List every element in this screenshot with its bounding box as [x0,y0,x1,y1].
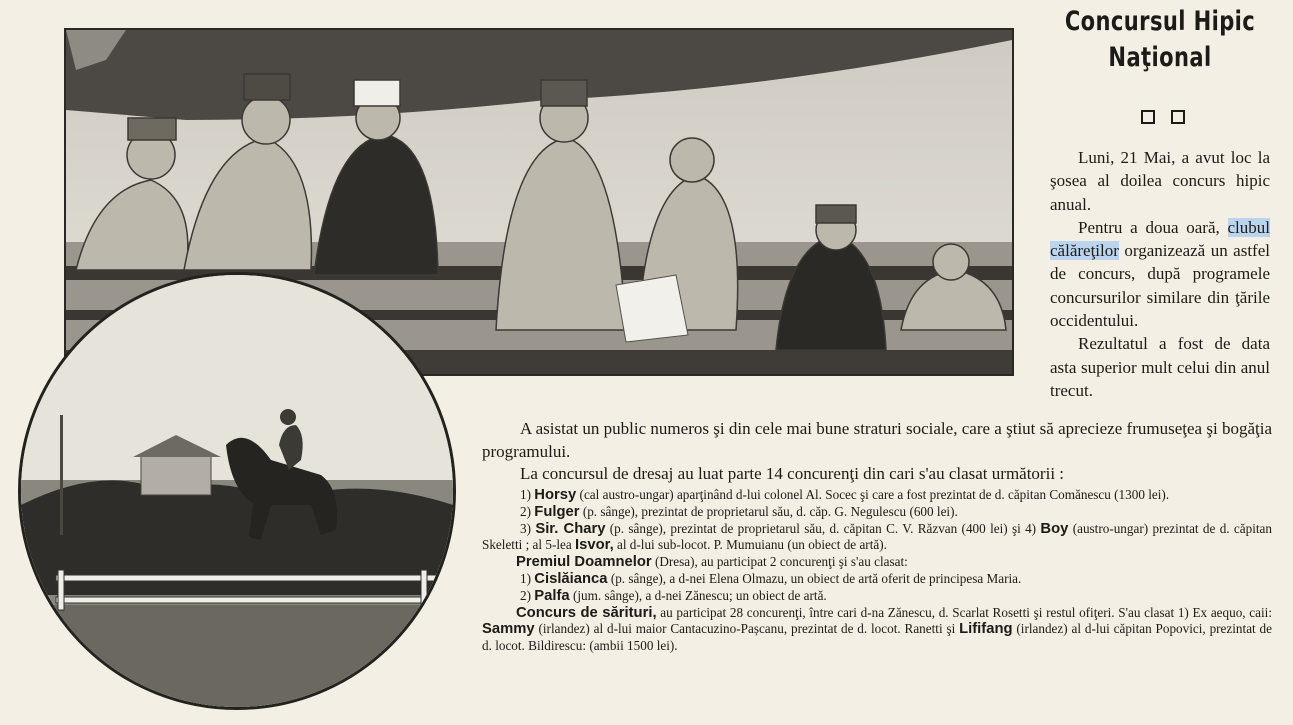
premiu-doamnelor-title: Premiul Doamnelor [516,554,652,571]
ladies-result-1-text: (p. sânge), a d-nei Elena Olmazu, un obiect de artă oferit de principesa Maria. [607,570,1022,586]
result-3-horse: Sir. Chary [535,520,606,537]
selected-text-highlight[interactable]: clubul călăreţilor [1050,217,1270,261]
concurs-sarituri-title: Concurs de sărituri, [516,604,657,621]
result-3 [482,521,1272,555]
side-paragraph-3: Rezultatul a fost de data asta superior mult celui din anul trecut. [1050,334,1270,400]
concurs-sarituri-text-1: au participat 28 concurenţi, între cari d-na Zănescu, d. Scarlat Rosetti şi restul ofiţeri. S'au clasat 1) Ex aequo, caii: [656,604,1272,620]
body-paragraph-2: La concursul de dresaj au luat parte 14 concurenţi din cari s'au clasat următorii : [520,464,1065,483]
ornament-square-left [1141,110,1155,124]
body-column [482,418,1272,486]
result-2-horse: Fulger [534,503,580,520]
result-1-num: 1) [520,487,531,502]
result-4-horse: Boy [1040,520,1069,537]
result-3-num: 3) [520,520,531,536]
result-4-text: (austro-ungar) prezintat de d. căpitan Skeletti ; al 5-lea [482,520,1272,553]
title-ornament [1133,110,1193,129]
ladies-result-1-horse: Cislăianca [534,570,608,587]
ladies-result-2-text: (jum. sânge), a d-nei Zănescu; un obiect de artă. [569,587,827,603]
ladies-result-2-horse: Palfa [534,587,570,604]
jumping-horse-illustration [21,275,453,707]
premiu-doamnelor-text: (Dresa), au participat 2 concurenţi şi s'au clasat: [651,554,908,570]
side-paragraph-2 [1050,216,1270,332]
result-3-text: (p. sânge), prezintat de proprietarul său, d. căpitan C. V. Răzvan (400 lei) şi 4) [605,520,1041,536]
body-paragraph-1: A asistat un public numeros şi din cele mai bune straturi sociale, care a ştiut să aprecieze frumuseţea şi bogăţia programului. [482,419,1272,461]
result-1 [482,487,1272,504]
ladies-result-1-num: 1) [520,570,531,586]
sarituri-horse-1: Sammy [482,621,535,638]
result-5-horse: Isvor, [575,537,614,554]
result-1-horse: Horsy [534,487,577,503]
jumping-horse-photo [18,272,456,710]
side-paragraph-1: Luni, 21 Mai, a avut loc la şosea al doilea concurs hipic anual. [1050,148,1270,214]
result-2-text: (p. sânge), prezintat de proprietarul său, d. căp. G. Negulescu (600 lei). [579,503,958,519]
side-p2-after: organizează un astfel de concurs, după programele concursurilor similare din ţările occidentului. [1050,241,1270,331]
concurs-sarituri-text-3: (irlandez) al d-lui căpitan Popovici, prezintat de d. locot. Bildirescu: (ambii 1500 lei). [482,621,1273,654]
side-p2-before: Pentru a doua oară, [1078,217,1228,237]
ornament-square-right [1171,110,1185,124]
concurs-sarituri-text-2: (irlandez) al d-lui maior Cantacuzino-Pașcanu, prezintat de d. locot. Ranetti şi [534,621,960,637]
ladies-result-2-num: 2) [520,587,531,603]
title-line-1: Concursul Hipic [1064,6,1256,37]
title-line-2: Naţional [1108,42,1212,73]
article-title [1059,4,1262,76]
result-5-text: al d-lui sub-locot. P. Mumuianu (un obiect de artă). [613,537,887,553]
ladies-result-2 [482,588,1272,605]
results-column [482,487,1272,655]
result-1-text: (cal austro-ungar) aparţinând d-lui colonel Al. Socec şi care a fost prezintat de d. căpitan Comănescu (1300 lei). [576,487,1170,502]
concurs-sarituri [482,605,1272,655]
result-2-num: 2) [520,503,531,519]
premiu-doamnelor [482,554,1272,571]
sarituri-horse-2: Lififang [959,621,1013,638]
ladies-result-1 [482,571,1272,588]
side-column [1050,146,1270,402]
result-2 [482,504,1272,521]
